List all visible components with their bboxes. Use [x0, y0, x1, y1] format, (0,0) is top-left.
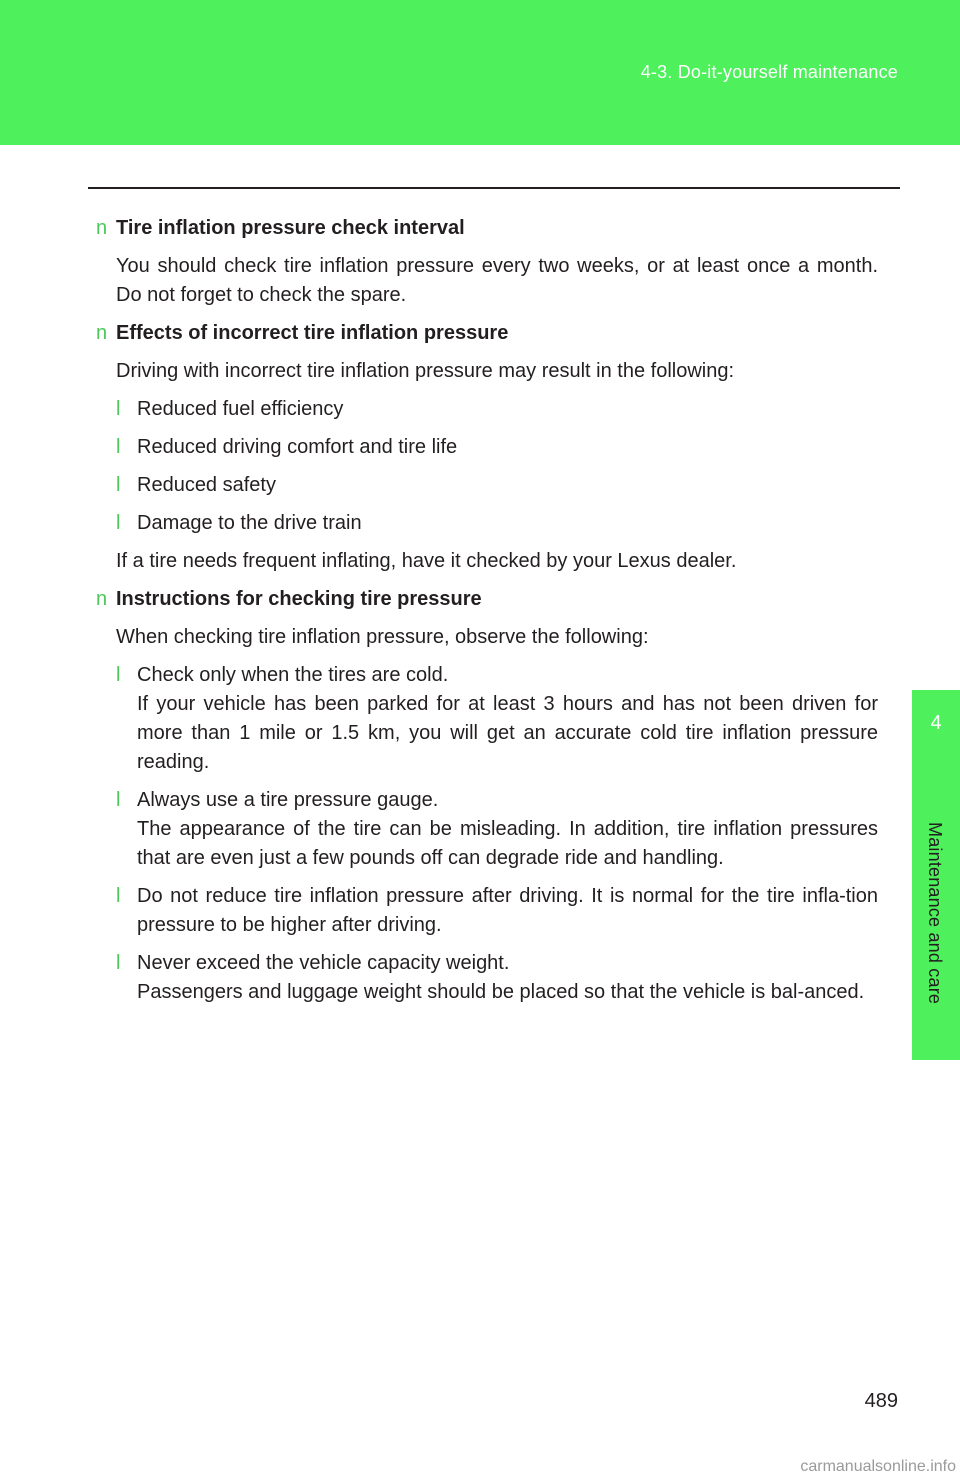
bullet-marker-icon: l: [116, 398, 121, 420]
list-item-text: Reduced safety: [137, 474, 276, 496]
list-item-body: The appearance of the tire can be misleading. In addition, tire inflation pressures that are even just a few pounds off can degrade ride and handling.: [137, 818, 878, 869]
bullet-marker-icon: l: [116, 664, 121, 686]
list-item: [96, 786, 878, 873]
section-marker-icon: n: [96, 217, 108, 239]
chapter-section-title: 4-3. Do-it-yourself maintenance: [640, 62, 898, 82]
section-marker-icon: n: [96, 588, 108, 610]
bullet-marker-icon: l: [116, 952, 121, 974]
list-item-body: If your vehicle has been parked for at least 3 hours and has not been driven for more than 1 mile or 1.5 km, you will get an accurate cold tire inflation pressure reading.: [137, 693, 878, 773]
bullet-marker-icon: l: [116, 789, 121, 811]
section-heading: [96, 214, 878, 243]
bullet-marker-icon: l: [116, 474, 121, 496]
bullet-marker-icon: l: [116, 436, 121, 458]
list-item: [96, 433, 878, 462]
paragraph: Driving with incorrect tire inflation pressure may result in the following:: [116, 360, 735, 382]
list-item: [96, 509, 878, 538]
paragraph: When checking tire inflation pressure, observe the following:: [116, 626, 649, 648]
chapter-side-tab[interactable]: [912, 690, 960, 1060]
list-item: [96, 949, 878, 1007]
list-item: [96, 471, 878, 500]
list-item-title: Do not reduce tire inflation pressure after driving. It is normal for the tire infla-tion pressure to be higher after driving.: [137, 885, 878, 936]
list-item-text: Reduced driving comfort and tire life: [137, 436, 458, 458]
list-item-text: Reduced fuel efficiency: [137, 398, 344, 420]
page-number: 489: [864, 1390, 898, 1412]
chapter-number: 4: [930, 712, 942, 734]
paragraph: If a tire needs frequent inflating, have it checked by your Lexus dealer.: [116, 550, 737, 572]
section-heading-text: Tire inflation pressure check interval: [116, 217, 465, 239]
site-watermark: carmanualsonline.info: [800, 1458, 956, 1475]
list-item: [96, 395, 878, 424]
paragraph: You should check tire inflation pressure every two weeks, or at least once a month. Do not forget to check the spare.: [116, 255, 878, 306]
section-marker-icon: n: [96, 322, 108, 344]
list-item-body: Passengers and luggage weight should be placed so that the vehicle is bal-anced.: [137, 981, 865, 1003]
chapter-label: Maintenance and care: [925, 822, 945, 1005]
list-item: [96, 882, 878, 940]
list-item-title: Never exceed the vehicle capacity weight.: [137, 952, 510, 974]
section-heading: [96, 319, 878, 348]
list-item-title: Check only when the tires are cold.: [137, 664, 449, 686]
header-rule: [88, 187, 900, 189]
list-item: [96, 661, 878, 777]
page-content: [96, 214, 878, 1016]
bullet-marker-icon: l: [116, 885, 121, 907]
bullet-marker-icon: l: [116, 512, 121, 534]
section-heading-text: Instructions for checking tire pressure: [116, 588, 482, 610]
chapter-header-band: [0, 0, 960, 145]
section-heading: [96, 585, 878, 614]
list-item-text: Damage to the drive train: [137, 512, 362, 534]
section-heading-text: Effects of incorrect tire inflation pressure: [116, 322, 509, 344]
list-item-title: Always use a tire pressure gauge.: [137, 789, 439, 811]
